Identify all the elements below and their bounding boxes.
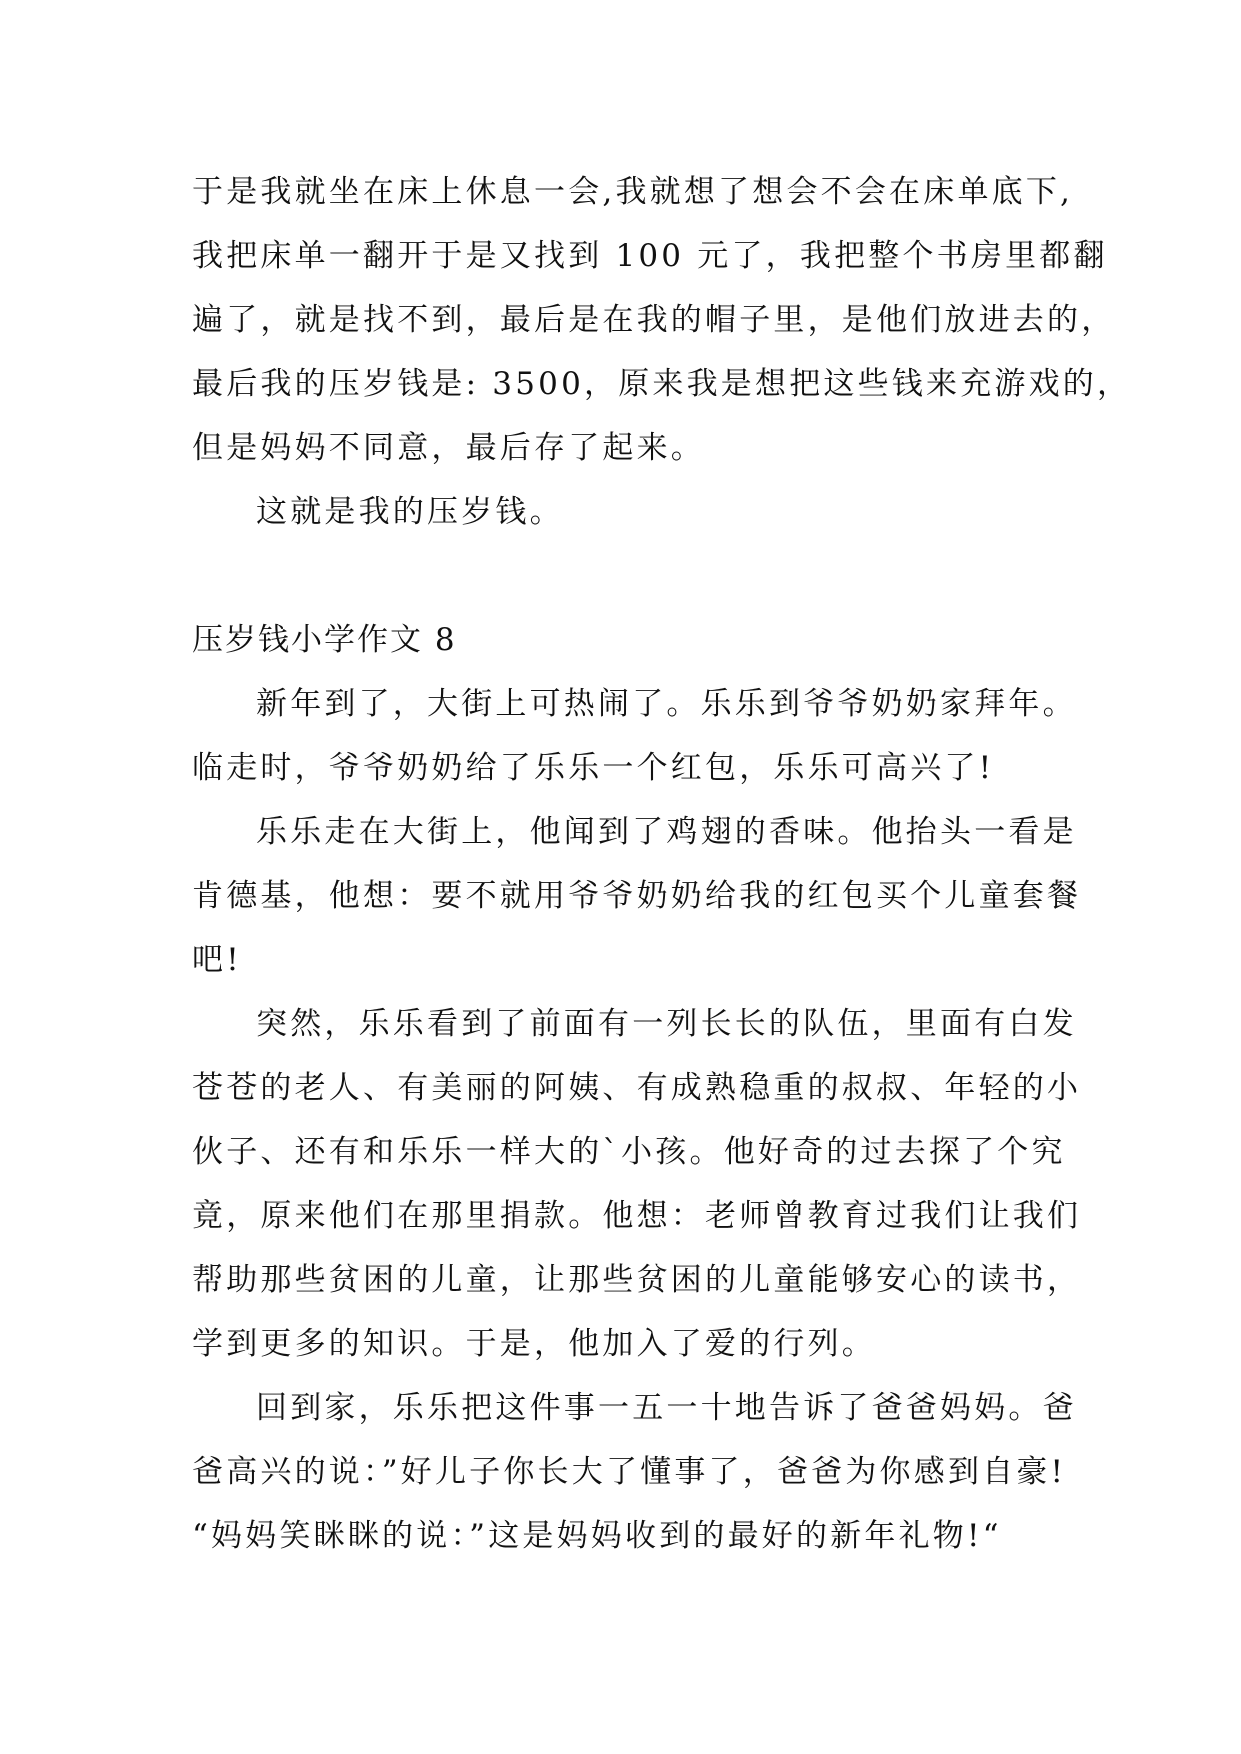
section-title: 压岁钱小学作文 8 xyxy=(192,622,457,658)
paragraph-line: 突然，乐乐看到了前面有一列长长的队伍，里面有白发 xyxy=(256,1006,1077,1042)
text-line: 但是妈妈不同意，最后存了起来。 xyxy=(192,430,705,466)
paragraph-line: 临走时，爷爷奶奶给了乐乐一个红包，乐乐可高兴了! xyxy=(192,750,995,786)
text-line: 最后我的压岁钱是: 3500，原来我是想把这些钱来充游戏的， xyxy=(192,366,1132,402)
closing-line: 这就是我的压岁钱。 xyxy=(256,494,564,530)
text-line: 于是我就坐在床上休息一会,我就想了想会不会在床单底下, xyxy=(192,174,1074,210)
paragraph-line: 竟，原来他们在那里捐款。他想：老师曾教育过我们让我们 xyxy=(192,1198,1082,1234)
paragraph-line: 回到家，乐乐把这件事一五一十地告诉了爸爸妈妈。爸 xyxy=(256,1390,1077,1426)
paragraph-line: 苍苍的老人、有美丽的阿姨、有成熟稳重的叔叔、年轻的小 xyxy=(192,1070,1082,1106)
text-line: 我把床单一翻开于是又找到 100 元了，我把整个书房里都翻 xyxy=(192,238,1108,274)
paragraph-line: 学到更多的知识。于是，他加入了爱的行列。 xyxy=(192,1326,876,1362)
paragraph-line: 伙子、还有和乐乐一样大的`小孩。他好奇的过去探了个究 xyxy=(192,1134,1066,1170)
text-line: 遍了，就是找不到，最后是在我的帽子里，是他们放进去的， xyxy=(192,302,1116,338)
paragraph-line: 乐乐走在大街上，他闻到了鸡翅的香味。他抬头一看是 xyxy=(256,814,1077,850)
paragraph-line: 新年到了，大街上可热闹了。乐乐到爷爷奶奶家拜年。 xyxy=(256,686,1077,722)
paragraph-line: 吧! xyxy=(192,942,242,978)
paragraph-line: 爸高兴的说：”好儿子你长大了懂事了，爸爸为你感到自豪! xyxy=(192,1454,1067,1490)
paragraph-line: 肯德基，他想：要不就用爷爷奶奶给我的红包买个儿童套餐 xyxy=(192,878,1082,914)
paragraph-line: 帮助那些贫困的儿童，让那些贫困的儿童能够安心的读书， xyxy=(192,1262,1082,1298)
paragraph-line: “妈妈笑眯眯的说：”这是妈妈收到的最好的新年礼物!“ xyxy=(192,1518,1002,1554)
